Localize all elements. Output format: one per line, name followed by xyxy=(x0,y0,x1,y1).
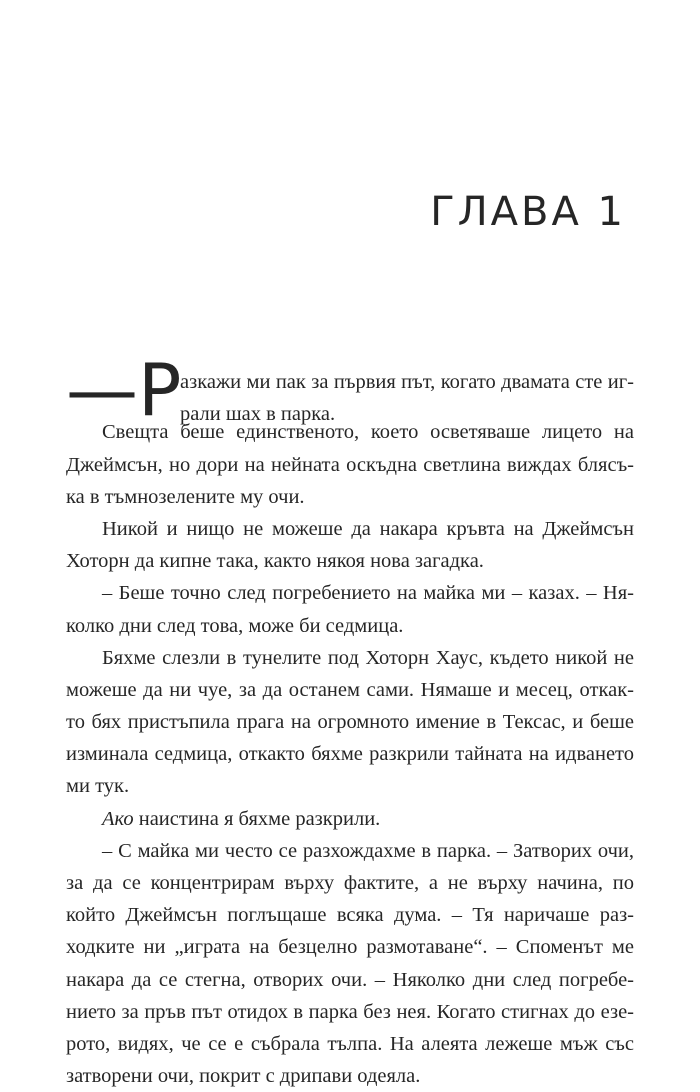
chapter-body xyxy=(66,348,634,1092)
drop-cap: —Р xyxy=(66,348,182,432)
emphasis-text: Ако xyxy=(102,807,134,830)
paragraph xyxy=(66,513,634,577)
opening-paragraph xyxy=(66,348,634,432)
text-line: ми тук. xyxy=(66,775,130,798)
text-line: ка в тъмнозелените му очи. xyxy=(66,485,305,508)
text-line: колко дни след това, може би седмица. xyxy=(66,614,404,637)
text-line: ходките ни „играта на безцелно размотаване“. – Споменът ме xyxy=(66,936,634,959)
paragraph xyxy=(66,642,634,803)
paragraph xyxy=(66,835,634,1092)
text-line: който Джеймсън поглъщаше всяка дума. – Тя наричаше раз- xyxy=(66,904,634,927)
text-line: нието за пръв път отидох в парка без нея. Когато стигнах до езе- xyxy=(66,1000,634,1023)
text-line: можеше да ни чуе, за да останем сами. Нямаше и месец, откак- xyxy=(66,678,634,701)
text-line: Хоторн да кипне така, както някоя нова загадка. xyxy=(66,550,484,573)
text-fragment: наистина я бяхме разкрили. xyxy=(133,807,381,830)
text-line: то бях пристъпила прага на огромното имение в Тексас, и беше xyxy=(66,711,634,734)
text-line: Свещта беше единственото, което осветяваше лицето на xyxy=(102,421,634,444)
text-line: Бяхме слезли в тунелите под Хоторн Хаус, където никой не xyxy=(102,646,634,669)
text-line: – С майка ми често се разхождахме в парка. – Затворих очи, xyxy=(102,839,634,862)
text-line xyxy=(66,803,634,835)
text-line: Джеймсън, но дори на нейната оскъдна светлина виждах блясъ- xyxy=(66,453,634,476)
paragraph xyxy=(66,803,634,835)
text-line: Никой и нищо не можеше да накара кръвта на Джеймсън xyxy=(102,517,634,540)
text-line: азкажи ми пак за първия път, когато двамата сте иг- xyxy=(180,371,634,393)
text-line: за да се концентрирам върху фактите, а не върху начина, по xyxy=(66,872,634,895)
opening-lines xyxy=(180,366,634,430)
text-line: – Беше точно след погребението на майка ми – казах. – Ня- xyxy=(102,582,634,605)
paragraph xyxy=(66,577,634,641)
text-line: рото, видях, че се е събрала тълпа. На алеята лежеше мъж със xyxy=(66,1032,634,1055)
chapter-title: ГЛАВА 1 xyxy=(430,189,626,235)
text-line: накара да се стегна, отворих очи. – Няколко дни след погребе- xyxy=(66,968,634,991)
text-line: рали шах в парка. xyxy=(180,403,336,426)
text-line: затворени очи, покрит с дрипави одеяла. xyxy=(66,1065,421,1088)
text-line: изминала седмица, откакто бяхме разкрили тайната на идването xyxy=(66,743,634,766)
